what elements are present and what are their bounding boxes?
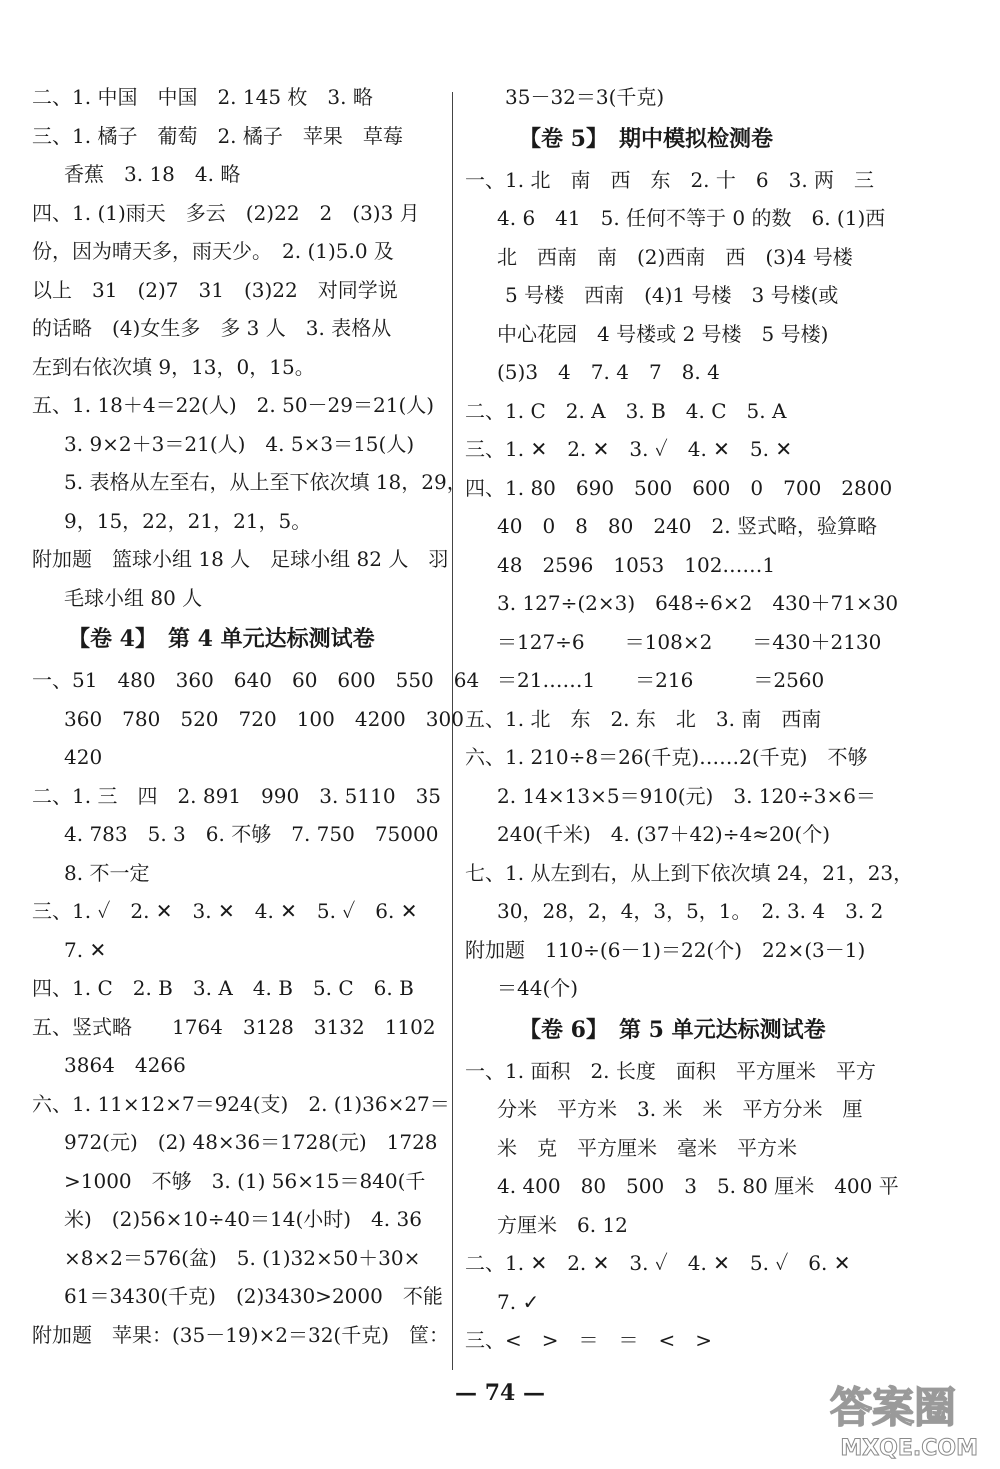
answer-line: 四、1. 80 690 500 600 0 700 2800: [465, 475, 893, 500]
answer-line: 四、1. C 2. B 3. A 4. B 5. C 6. B: [32, 976, 414, 1000]
answer-line: 左到右依次填 9，13，0，15。: [32, 354, 315, 379]
answer-line: 420: [64, 745, 103, 769]
answer-line: 三、1. ✕ 2. ✕ 3. ✓ 4. ✕ 5. ✕: [465, 437, 793, 461]
answer-line: 五、竖式略 1764 3128 3132 1102: [32, 1014, 436, 1039]
answer-line: 以上 31 (2)7 31 (3)22 对同学说: [32, 277, 398, 302]
answer-line: 4. 400 80 500 3 5. 80 厘米 400 平: [497, 1174, 899, 1198]
answer-line: 的话略 (4)女生多 多 3 人 3. 表格从: [32, 316, 392, 340]
answer-line: 40 0 8 80 240 2. 竖式略，验算略: [497, 514, 877, 538]
page-number: — 74 —: [455, 1380, 545, 1406]
answer-line: 七、1. 从左到右，从上到下依次填 24，21，23，: [465, 860, 914, 885]
answer-line: 附加题 篮球小组 18 人 足球小组 82 人 羽: [32, 547, 449, 571]
answer-line: ＝44(个): [497, 976, 579, 1000]
answer-line: 二、1. ✕ 2. ✕ 3. ✓ 4. ✕ 5. ✓ 6. ✕: [465, 1251, 851, 1275]
answer-line: 附加题 110÷(6－1)＝22(个) 22×(3－1): [465, 937, 866, 962]
answer-line: 二、1. 中国 中国 2. 145 枚 3. 略: [32, 85, 373, 109]
answer-line: 二、1. C 2. A 3. B 4. C 5. A: [465, 398, 787, 423]
answer-line: 5. 表格从左至右，从上至下依次填 18，29，: [64, 470, 467, 494]
answer-line: 三、1. ✓ 2. ✕ 3. ✕ 4. ✕ 5. ✓ 6. ✕: [32, 899, 418, 923]
watermark-url: MXQE.COM: [840, 1436, 978, 1461]
answer-line: 方厘米 6. 12: [497, 1212, 628, 1237]
answer-line: 4. 6 41 5. 任何不等于 0 的数 6. (1)西: [497, 206, 886, 230]
answer-line: 六、1. 11×12×7＝924(支) 2. (1)36×27＝: [32, 1091, 450, 1116]
answer-line: 二、1. 三 四 2. 891 990 3. 5110 35: [32, 783, 442, 808]
answer-line: 7. ✓: [497, 1289, 540, 1314]
answer-line: 3. 9×2＋3＝21(人) 4. 5×3＝15(人): [64, 431, 415, 456]
watermark-logo-text: 答案圈: [830, 1383, 957, 1432]
answer-line: 三、1. 橘子 葡萄 2. 橘子 苹果 草莓: [32, 123, 403, 148]
answer-line: 2. 14×13×5＝910(元) 3. 120÷3×6＝: [497, 783, 876, 808]
answer-line: 972(元) (2) 48×36＝1728(元) 1728: [64, 1130, 438, 1154]
answer-line: 48 2596 1053 102……1: [497, 552, 776, 577]
answer-line: 分米 平方米 3. 米 米 平方分米 厘: [497, 1097, 863, 1121]
answer-line: ＝21……1 ＝216 ＝2560: [497, 668, 825, 692]
answer-line: 五、1. 18＋4＝22(人) 2. 50－29＝21(人): [32, 393, 435, 417]
answer-line: 一、51 480 360 640 60 600 550 64: [32, 668, 480, 692]
answer-line: 61＝3430(千克) (2)3430>2000 不能: [64, 1284, 443, 1308]
answer-line: 一、1. 北 南 西 东 2. 十 6 3. 两 三: [465, 167, 875, 192]
answer-line: 5 号楼 西南 (4)1 号楼 3 号楼(或: [505, 283, 839, 307]
section-heading: 【卷 5】 期中模拟检测卷: [519, 125, 773, 152]
answer-line: 五、1. 北 东 2. 东 北 3. 南 西南: [465, 706, 822, 731]
answer-line: 3864 4266: [64, 1053, 186, 1077]
answer-line: 中心花园 4 号楼或 2 号楼 5 号楼): [497, 321, 829, 346]
answer-line: 份，因为晴天多，雨天少。 2. (1)5.0 及: [32, 239, 394, 263]
answer-line: 米) (2)56×10÷40＝14(小时) 4. 36: [64, 1207, 422, 1231]
answer-line: 北 西南 南 (2)西南 西 (3)4 号楼: [497, 244, 853, 269]
answer-line: 9，15，22，21，21，5。: [64, 508, 312, 533]
answer-line: ＝127÷6 ＝108×2 ＝430＋2130: [497, 629, 882, 654]
answer-line: 35－32＝3(千克): [505, 85, 665, 109]
answer-line: 四、1. (1)雨天 多云 (2)22 2 (3)3 月: [32, 200, 420, 225]
answer-line: 三、< > ＝ ＝ < >: [465, 1328, 713, 1352]
answer-line: 米 克 平方厘米 毫米 平方米: [497, 1135, 797, 1160]
right-column: [465, 78, 914, 1360]
answer-line: >1000 不够 3. (1) 56×15＝840(千: [64, 1168, 426, 1193]
answer-line: 3. 127÷(2×3) 648÷6×2 430＋71×30: [497, 591, 899, 615]
section-heading: 【卷 6】 第 5 单元达标测试卷: [519, 1016, 826, 1043]
section-heading: 【卷 4】 第 4 单元达标测试卷: [68, 626, 375, 652]
answer-line: 8. 不一定: [64, 860, 150, 885]
answer-line: 六、1. 210÷8＝26(千克)……2(千克) 不够: [465, 745, 868, 769]
answer-line: 4. 783 5. 3 6. 不够 7. 750 75000: [64, 822, 439, 846]
answer-line: 一、1. 面积 2. 长度 面积 平方厘米 平方: [465, 1058, 876, 1083]
answer-line: 毛球小组 80 人: [64, 585, 203, 610]
answer-line: 240(千米) 4. (37＋42)÷4≈20(个): [497, 822, 831, 846]
answer-line: (5)3 4 7. 4 7 8. 4: [497, 360, 720, 384]
answer-line: 7. ✕: [64, 937, 107, 962]
answer-line: 360 780 520 720 100 4200 300: [64, 706, 464, 731]
left-column: [32, 78, 480, 1354]
answer-line: ×8×2＝576(盆) 5. (1)32×50＋30×: [64, 1245, 421, 1270]
answer-line: 香蕉 3. 18 4. 略: [64, 162, 241, 186]
answer-line: 30，28，2，4，3，5，1。 2. 3. 4 3. 2: [497, 899, 884, 923]
answer-line: 附加题 苹果：(35－19)×2＝32(千克) 筐：: [32, 1322, 450, 1347]
